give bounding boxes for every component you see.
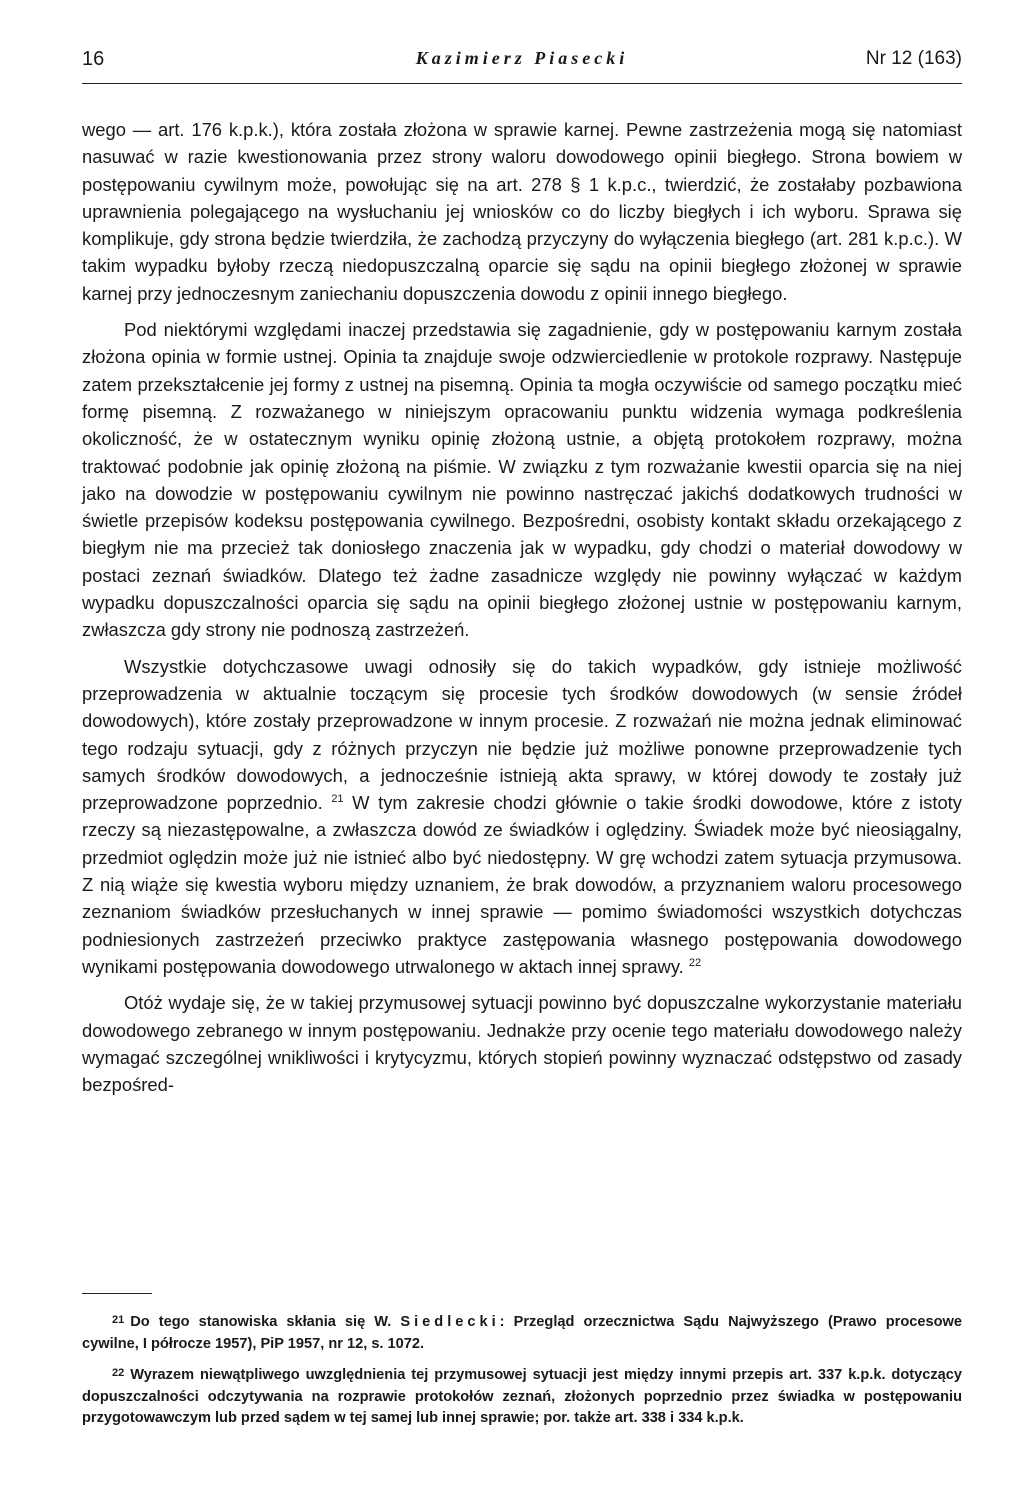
paragraph-2: Pod niektórymi względami inaczej przedstawia się zagadnienie, gdy w postępowaniu karnym została złożona opinia w formie ustnej. Opinia ta znajduje swoje odzwierciedlenie w protokole rozprawy. Następuje zatem przekształcenie jej formy z ustnej na pisemną. Opinia ta mogła oczywiście od samego początku mieć formę pisemną. Z rozważanego w niniejszym opracowaniu punktu widzenia wymaga podkreślenia okoliczność, że w ostatecznym wyniku opinię złożoną ustnie, a objętą protokołem rozprawy, można traktować podobnie jak opinię złożoną na piśmie. W związku z tym rozważanie kwestii oparcia się na niej jako na dowodzie w postępowaniu cywilnym nie powinno nastręczać jakichś dodatkowych trudności w świetle przepisów kodeksu postępowania cywilnego. Bezpośredni, osobisty kontakt składu orzekającego z biegłym nie ma przecież tak doniosłego znaczenia jak w wypadku, gdy chodzi o materiał dowodowy w postaci zeznań świadków. Dlatego też żadne zasadnicze względy nie powinny wyłączać w każdym wypadku dopuszczalności oparcia się sądu na opinii biegłego złożonej ustnie w postępowaniu karnym, zwłaszcza gdy strony nie podnoszą zastrzeżeń. [82, 319, 962, 641]
footnote-ref-22[interactable]: 22 [688, 956, 702, 969]
document-page [82, 48, 962, 1427]
paragraph-4: Otóż wydaje się, że w takiej przymusowej sytuacji powinno być dopuszczalne wykorzystanie materiału dowodowego zebranego w innym postępowaniu. Jednakże przy ocenie tego materiału dowodowego należy wymagać szczególnej wnikliwości i krytycyzmu, których stopień powinny wyznaczać odstępstwo od zasady bezpośred- [82, 992, 962, 1096]
footnotes [82, 1310, 962, 1438]
header-rule [82, 83, 962, 84]
running-author: Kazimierz Piasecki [415, 48, 629, 68]
footnote-22-number: 22 [112, 1367, 125, 1380]
footnote-rule [82, 1293, 152, 1294]
footnote-21-text-b: : Przegląd orzecznictwa Sądu Najwyższego (Prawo procesowe cywilne, I półrocze 1957), PiP 1957, nr 12, s. 1072. [82, 1314, 962, 1352]
running-header [82, 48, 962, 78]
issue-number: Nr 12 (163) [865, 48, 962, 69]
footnote-21 [82, 1310, 962, 1355]
footnote-21-number: 21 [112, 1314, 125, 1326]
paragraph-3 [82, 653, 962, 981]
footnote-21-author: Siedlecki [400, 1314, 500, 1330]
paragraph-1: wego — art. 176 k.p.k.), która została złożona w sprawie karnej. Pewne zastrzeżenia mogą się natomiast nasuwać w razie kwestionowania przez strony waloru dowodowego opinii biegłego. Strona bowiem w postępowaniu cywilnym może, powołując się na art. 278 § 1 k.p.c., twierdzić, że zostałaby pozbawiona uprawnienia polegającego na wysłuchaniu jej wniosków co do liczby biegłych i ich wyboru. Sprawa się komplikuje, gdy strona będzie twierdziła, że zachodzą przyczyny do wyłączenia biegłego (art. 281 k.p.c.). W takim wypadku byłoby rzeczą niedopuszczalną oparcie się sądu na opinii biegłego złożonej w sprawie karnej przy jednoczesnym zaniechaniu dopuszczenia dowodu z opinii innego biegłego. [82, 119, 962, 304]
footnote-22 [82, 1363, 962, 1430]
page-number: 16 [82, 48, 105, 70]
footnote-21-text-a: Do tego stanowiska skłania się W. [130, 1314, 401, 1330]
paragraph-3-part-b: W tym zakresie chodzi głównie o takie środki dowodowe, które z istoty rzeczy są niezastępowalne, a zwłaszcza dowód ze świadków i oględziny. Świadek może być nieosiągalny, przedmiot oględzin może już nie istnieć albo być niedostępny. W grę wchodzi zatem sytuacja przymusowa. Z nią wiąże się kwestia wyboru między uznaniem, że brak dowodów, a przyznaniem waloru procesowego zeznaniom świadków przesłuchanych w innej sprawie — pomimo świadomości wszystkich dotychczas podniesionych zastrzeżeń przeciwko praktyce zastępowania własnego postępowania dowodowego wynikami postępowania dowodowego utrwalonego w aktach innej sprawy. [82, 792, 962, 977]
paragraph-3-part-a: Wszystkie dotychczasowe uwagi odnosiły się do takich wypadków, gdy istnieje możliwość przeprowadzenia w aktualnie toczącym się procesie tych środków dowodowych (w sensie źródeł dowodowych), które zostały przeprowadzone w innym procesie. Z rozważań nie można jednak eliminować tego rodzaju sytuacji, gdy z różnych przyczyn nie będzie już możliwe ponowne przeprowadzenie tych samych środków dowodowych, a jednocześnie istnieją akta sprawy, w której dowody te zostały już przeprowadzone poprzednio. [82, 655, 962, 814]
footnote-22-text: Wyrazem niewątpliwego uwzględnienia tej przymusowej sytuacji jest między innymi przepis art. 337 k.p.k. dotyczący dopuszczalności odczytywania na rozprawie protokołów zeznań, złożonych poprzednio przez świadka w postępowaniu przygotowawczym lub przed sądem w tej samej lub innej sprawie; por. także art. 338 i 334 k.p.k. [82, 1367, 962, 1427]
footnote-ref-21[interactable]: 21 [331, 793, 344, 806]
body-text [82, 116, 962, 1098]
